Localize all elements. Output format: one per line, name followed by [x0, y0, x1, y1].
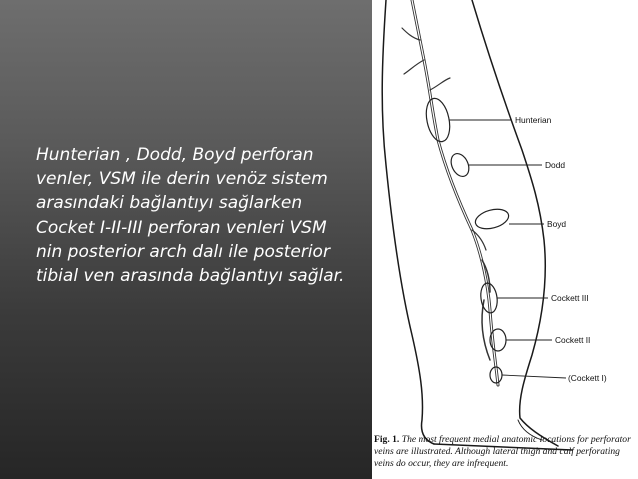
- caption-fig-number: Fig. 1.: [374, 434, 400, 445]
- leg-outline: [382, 0, 572, 450]
- label-cockett-3: Cockett III: [551, 293, 589, 303]
- body-text: Hunterian , Dodd, Boyd perforan venler, VSM ile derin venöz sistem arasındaki bağlantıyı sağlarken Cocket I-II-III perforan venleri VSM nin posterior arch dalı ile posterior tibial ven arasında bağlantıyı sağlar.: [36, 145, 345, 287]
- label-hunterian: Hunterian: [515, 115, 552, 125]
- saphenous-vein: [402, 0, 498, 385]
- figure-caption: [374, 434, 636, 470]
- figure-panel: [372, 0, 638, 479]
- label-boyd: Boyd: [547, 219, 567, 229]
- leg-veins-diagram: [372, 0, 638, 479]
- label-dodd: Dodd: [545, 160, 566, 170]
- caption-text: The most frequent medial anatomic locations for perforator veins are illustrated. Although lateral thigh and calf perforating veins do occur, they are infrequent.: [374, 434, 631, 469]
- label-cockett-2: Cockett II: [555, 335, 591, 345]
- label-cockett-1: (Cockett I): [568, 373, 607, 383]
- leader-lines: [449, 120, 566, 378]
- perforator-markers: [423, 96, 511, 383]
